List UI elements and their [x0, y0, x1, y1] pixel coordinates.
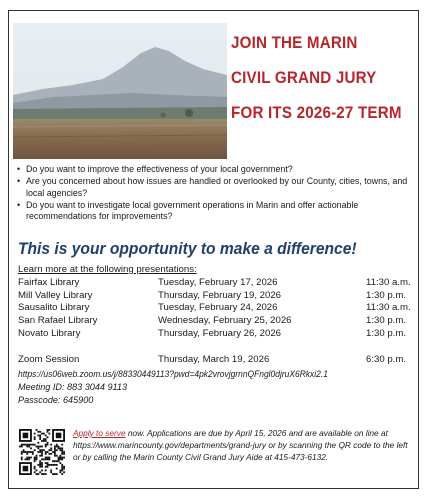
presentation-time: 1:30 p.m.	[366, 289, 406, 301]
presentation-location: Fairfax Library	[18, 277, 80, 288]
headline: This is your opportunity to make a difference!	[18, 239, 357, 258]
presentation-time: 11:30 a.m.	[366, 277, 411, 288]
landscape-image	[13, 23, 227, 159]
apply-to-serve-link[interactable]: Apply to serve	[73, 428, 126, 438]
presentation-date: Wednesday, February 25, 2026	[158, 315, 292, 327]
qr-code-icon	[19, 429, 65, 475]
presentation-row	[18, 302, 416, 315]
question-item: • Are you concerned about how issues are handled or overlooked by our County, cities, towns, and local agencies?	[17, 176, 415, 199]
presentation-row	[18, 328, 416, 341]
title-line-3: FOR ITS 2026-27 TERM	[231, 104, 402, 122]
title-line-1: JOIN THE MARIN	[231, 34, 358, 52]
presentation-date: Tuesday, February 24, 2026	[158, 302, 278, 314]
marsh-landscape-photo	[13, 23, 227, 159]
question-list	[17, 164, 415, 223]
presentation-date: Thursday, February 19, 2026	[158, 289, 282, 301]
presentation-location: Sausalito Library	[18, 302, 90, 314]
title-line-2: CIVIL GRAND JURY	[231, 69, 377, 87]
presentations-heading: Learn more at the following presentations:	[18, 264, 197, 275]
presentation-row	[18, 290, 416, 303]
presentation-row	[18, 277, 416, 290]
presentation-row	[18, 315, 416, 328]
presentation-location: Mill Valley Library	[18, 289, 93, 301]
zoom-session-row	[18, 354, 416, 367]
flyer-frame	[8, 10, 419, 489]
question-item: • Do you want to investigate local government operations in Marin and offer actionable recommendations for improvements?	[17, 200, 415, 223]
presentation-location: Novato Library	[18, 327, 81, 339]
presentation-time: 1:30 p.m.	[366, 327, 406, 339]
zoom-details	[18, 368, 418, 408]
presentation-location: San Rafael Library	[18, 315, 98, 327]
zoom-session-label: Zoom Session	[18, 354, 80, 365]
zoom-session-time: 6:30 p.m.	[366, 354, 406, 365]
zoom-link[interactable]: https://us06web.zoom.us/j/88330449113?pwd=4pk2vrovjgrnnQFngl0djruX6Rkxi2.1	[18, 369, 328, 379]
presentation-schedule	[18, 277, 416, 340]
presentation-date: Thursday, February 26, 2026	[158, 327, 282, 339]
zoom-meeting-id: Meeting ID: 883 3044 9113	[18, 382, 128, 393]
qr-code[interactable]	[19, 429, 65, 475]
zoom-passcode: Passcode: 645900	[18, 395, 94, 406]
presentation-date: Tuesday, February 17, 2026	[158, 277, 278, 288]
apply-details: now. Applications are due by April 15, 2026 and are available on line at https://www.marincounty.gov/departments/grand-jury or by scanning the QR code to the left or by calling the Marin County Civil Grand Jury Aide at 415-473-6132.	[73, 428, 408, 462]
apply-paragraph	[73, 427, 415, 463]
flyer-title	[231, 33, 417, 138]
question-item: • Do you want to improve the effectiveness of your local government?	[17, 164, 415, 175]
zoom-session-date: Thursday, March 19, 2026	[158, 354, 270, 365]
presentation-time: 1:30 p.m.	[366, 315, 406, 327]
presentation-time: 11:30 a.m.	[366, 302, 411, 314]
